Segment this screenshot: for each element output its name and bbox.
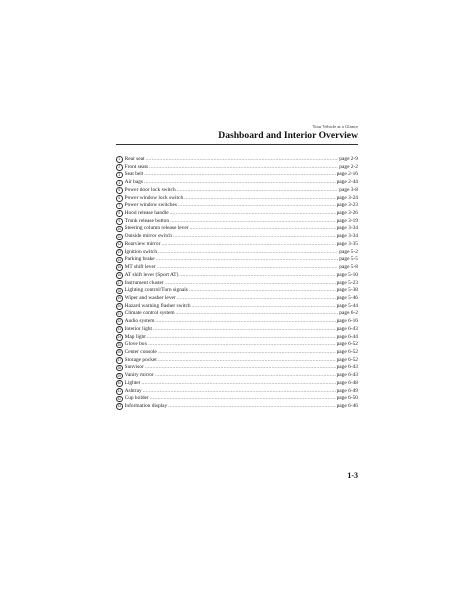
dot-leader: [176, 310, 339, 318]
item-number-circle: 5: [116, 187, 123, 194]
item-number-circle: 30: [117, 381, 122, 386]
dot-leader: [177, 295, 336, 303]
item-number-circle: 1: [116, 156, 123, 163]
item-number-circle: 4: [116, 180, 123, 187]
item-label: Lighting control/Turn signals: [124, 287, 188, 294]
item-label: Audio system: [124, 318, 155, 325]
item-page-ref: page 5-38: [336, 287, 358, 294]
dot-leader: [149, 164, 338, 172]
dot-leader: [189, 287, 336, 295]
item-number-circle: 2: [116, 164, 123, 171]
item-number-circle: 20: [117, 304, 122, 309]
toc-row: [116, 403, 358, 411]
item-label: Front seats: [124, 163, 149, 170]
toc-row: [116, 395, 358, 403]
item-page-ref: page 3-26: [336, 210, 358, 217]
dot-leader: [158, 249, 338, 257]
item-number-circle: 32: [117, 396, 122, 401]
dot-leader: [184, 195, 335, 203]
item-number-circle: 6: [116, 195, 123, 202]
dot-leader: [190, 225, 336, 233]
item-number-circle: 18: [117, 288, 122, 293]
dot-leader: [161, 241, 335, 249]
item-page-ref: page 6-50: [336, 395, 358, 402]
dot-leader: [143, 388, 336, 396]
item-label: Rear seat: [124, 156, 145, 162]
toc-row: [116, 272, 358, 280]
toc-row: [116, 202, 358, 210]
item-label: Power window lock switch: [124, 194, 184, 201]
toc-row: [116, 334, 358, 342]
dot-leader: [153, 326, 336, 334]
item-page-ref: page 6-44: [336, 333, 358, 340]
toc-row: [116, 326, 358, 334]
item-number-circle: 8: [116, 210, 123, 217]
item-page-ref: page 2-44: [336, 179, 358, 186]
item-number-circle: 28: [117, 365, 122, 370]
item-label: Lighter: [124, 379, 141, 386]
item-number-circle: 31: [117, 388, 122, 393]
dot-leader: [146, 156, 339, 164]
dot-leader: [148, 341, 335, 349]
item-label: Air bags: [124, 179, 144, 186]
item-label: Parking brake: [124, 256, 155, 263]
item-number-circle: 10: [117, 226, 122, 231]
dot-leader: [147, 334, 336, 342]
dot-leader: [170, 210, 336, 218]
item-number-circle: 23: [117, 327, 122, 332]
toc-row: [116, 156, 358, 164]
toc-row: [116, 225, 358, 233]
toc-row: [116, 210, 358, 218]
item-page-ref: page 6-46: [336, 403, 358, 409]
dot-leader: [177, 187, 339, 195]
item-number-circle: 27: [117, 358, 122, 363]
item-label: Sunvisor: [124, 364, 144, 371]
item-page-ref: page 5-10: [336, 271, 358, 278]
item-number-circle: 33: [117, 404, 122, 409]
item-page-ref: page 3-35: [336, 240, 358, 247]
dot-leader: [170, 218, 336, 226]
item-label: Map light: [124, 333, 146, 340]
item-page-ref: page 5-8: [339, 264, 358, 271]
toc-row: [116, 303, 358, 311]
toc-row: [116, 318, 358, 326]
item-number-circle: 25: [117, 342, 122, 347]
item-page-ref: page 3-34: [336, 233, 358, 240]
toc-row: [116, 256, 358, 264]
page-number: 1-3: [347, 471, 358, 480]
toc-row: [116, 195, 358, 203]
item-number-circle: 15: [117, 265, 122, 270]
header-divider: [116, 144, 358, 145]
item-page-ref: page 3-8: [339, 186, 358, 193]
item-page-ref: page 6-48: [336, 379, 358, 386]
item-label: Interior light: [124, 325, 152, 332]
toc-row: [116, 364, 358, 372]
item-label: Power door lock switch: [124, 186, 176, 193]
item-label: Glove box: [124, 341, 148, 348]
toc-row: [116, 372, 358, 380]
item-page-ref: page 6-43: [336, 372, 358, 379]
item-label: Vanity mirror: [124, 372, 154, 379]
item-page-ref: page 6-49: [336, 387, 358, 394]
item-label: AT shift lever (Sport AT): [124, 271, 179, 278]
item-page-ref: page 6-43: [336, 325, 358, 332]
toc-row: [116, 310, 358, 318]
dot-leader: [157, 264, 339, 272]
dot-leader: [155, 372, 336, 380]
item-label: Wiper and washer lever: [124, 294, 176, 301]
item-number-circle: 19: [117, 296, 122, 301]
toc-row: [116, 218, 358, 226]
item-page-ref: page 5-44: [336, 302, 358, 309]
toc-row: [116, 171, 358, 179]
item-number-circle: 26: [117, 350, 122, 355]
item-number-circle: 17: [117, 280, 122, 285]
item-page-ref: page 6-2: [339, 310, 358, 317]
item-label: Information display: [124, 403, 168, 409]
item-label: Storage pocket: [124, 356, 157, 363]
dot-leader: [179, 272, 335, 280]
item-label: Instrument cluster: [124, 279, 164, 286]
dot-leader: [150, 395, 336, 403]
dot-leader: [168, 403, 335, 411]
item-page-ref: page 2-9: [339, 156, 358, 162]
toc-row: [116, 287, 358, 295]
item-label: Rearview mirror: [124, 240, 161, 247]
item-label: Trunk release button: [124, 217, 170, 224]
item-label: Climate control system: [124, 310, 175, 317]
item-label: Center console: [124, 348, 157, 355]
item-page-ref: page 5-2: [339, 248, 358, 255]
item-page-ref: page 5-5: [339, 256, 358, 263]
dot-leader: [145, 364, 336, 372]
item-label: Hazard warning flasher switch: [124, 302, 191, 309]
item-label: MT shift lever: [124, 264, 156, 271]
toc-row: [116, 164, 358, 172]
item-number-circle: 3: [116, 172, 123, 179]
toc-row: [116, 187, 358, 195]
item-number-circle: 11: [117, 234, 121, 239]
item-page-ref: page 3-34: [336, 225, 358, 232]
toc-row: [116, 357, 358, 365]
toc-row: [116, 233, 358, 241]
item-label: Seat belt: [124, 171, 144, 178]
item-label: Outside mirror switch: [124, 233, 172, 240]
dot-leader: [155, 318, 335, 326]
dot-leader: [141, 380, 335, 388]
toc-row: [116, 388, 358, 396]
dot-leader: [144, 179, 336, 187]
item-number-circle: 22: [117, 319, 122, 324]
item-page-ref: page 3-19: [336, 217, 358, 224]
item-page-ref: page 6-52: [336, 356, 358, 363]
toc-row: [116, 241, 358, 249]
item-page-ref: page 5-46: [336, 294, 358, 301]
item-page-ref: page 6-52: [336, 341, 358, 348]
toc-row: [116, 264, 358, 272]
toc-row: [116, 249, 358, 257]
item-label: Ignition switch: [124, 248, 158, 255]
item-page-ref: page 6-43: [336, 364, 358, 371]
dot-leader: [192, 303, 336, 311]
item-page-ref: page 6-52: [336, 348, 358, 355]
item-label: Cup holder: [124, 395, 149, 402]
dot-leader: [156, 256, 339, 264]
dot-leader: [165, 280, 336, 288]
section-header: Your Vehicle at a Glance: [312, 124, 358, 129]
item-page-ref: page 3-24: [336, 194, 358, 201]
toc-row: [116, 179, 358, 187]
item-number-circle: 14: [117, 257, 122, 262]
item-page-ref: page 6-16: [336, 318, 358, 325]
item-number-circle: 29: [117, 373, 122, 378]
item-number-circle: 12: [117, 242, 122, 247]
toc-row: [116, 280, 358, 288]
item-number-circle: 13: [117, 250, 122, 255]
dot-leader: [158, 349, 336, 357]
item-number-circle: 24: [117, 334, 122, 339]
item-label: Ashtray: [124, 387, 142, 394]
toc-row: [116, 341, 358, 349]
item-label: Power window switches: [124, 202, 177, 209]
dot-leader: [144, 171, 335, 179]
item-page-ref: page 5-23: [336, 279, 358, 286]
toc-row: [116, 295, 358, 303]
dot-leader: [158, 357, 336, 365]
toc-row: [116, 380, 358, 388]
item-page-ref: page 2-2: [339, 163, 358, 170]
item-number-circle: 21: [117, 311, 122, 316]
item-number-circle: 16: [117, 273, 122, 278]
item-label: Steering column release lever: [124, 225, 189, 232]
dot-leader: [178, 202, 336, 210]
item-number-circle: 7: [116, 203, 123, 210]
item-page-ref: page 3-23: [336, 202, 358, 209]
page-title: Dashboard and Interior Overview: [218, 130, 358, 141]
item-label: Hood release handle: [124, 210, 169, 217]
toc-list: [116, 156, 358, 411]
item-number-circle: 9: [116, 218, 123, 225]
dot-leader: [173, 233, 336, 241]
toc-row: [116, 349, 358, 357]
item-page-ref: page 2-16: [336, 171, 358, 178]
